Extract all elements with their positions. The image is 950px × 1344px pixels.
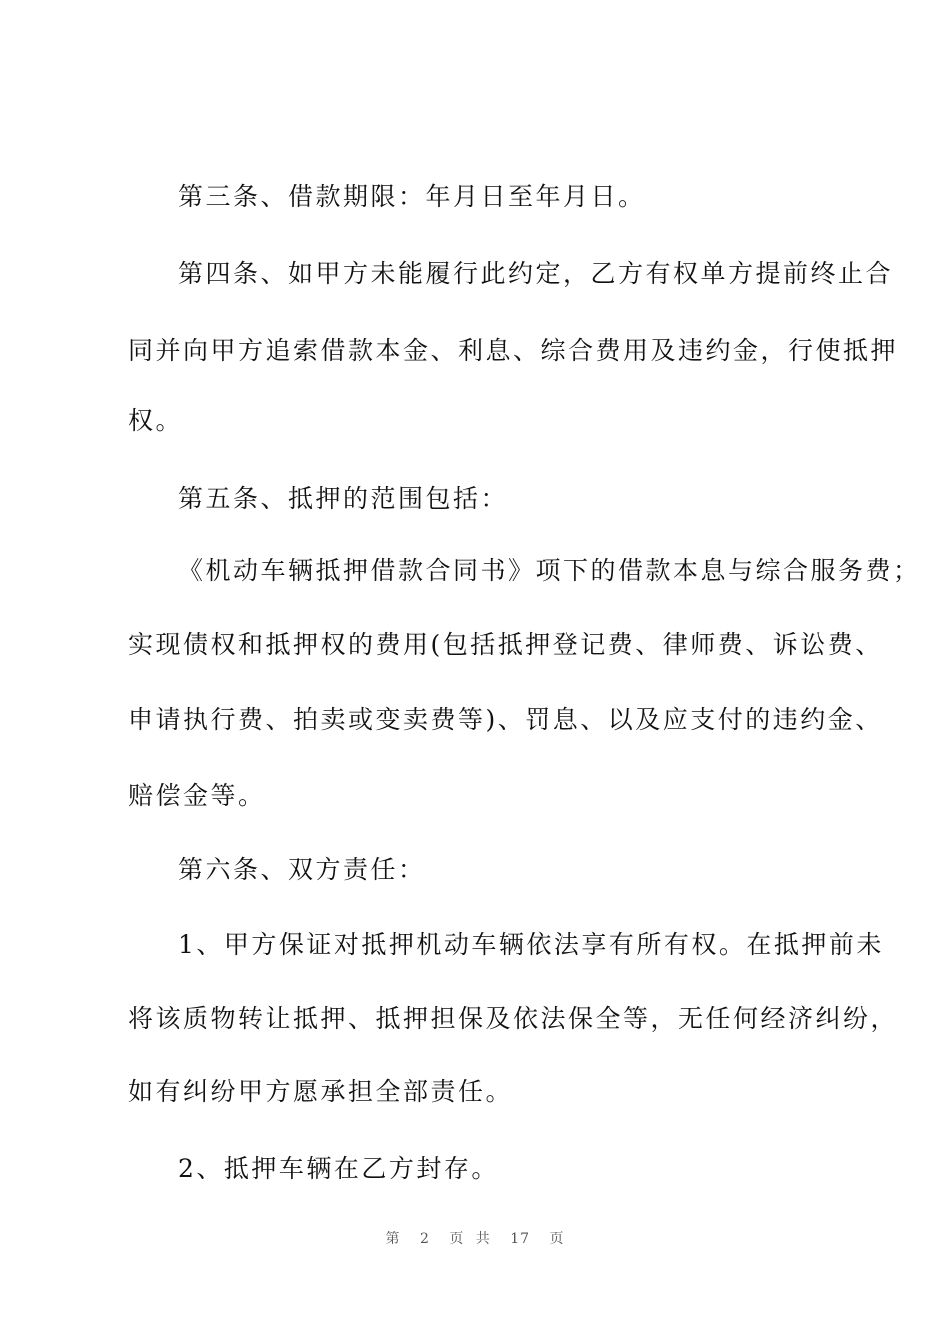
responsibility-1-line-2: 将该质物转让抵押、抵押担保及依法保全等，无任何经济纠纷， (128, 1004, 899, 1033)
page-footer (0, 1228, 950, 1248)
total-page-count: 17 (510, 1231, 531, 1247)
footer-prefix: 第 (385, 1231, 401, 1247)
article-5-content-line-1: 《机动车辆抵押借款合同书》项下的借款本息与综合服务费； (178, 556, 921, 585)
responsibility-1-line-1: 1、甲方保证对抵押机动车辆依法享有所有权。在抵押前未 (178, 930, 884, 959)
article-5-content-line-3: 申请执行费、拍卖或变卖费等)、罚息、以及应支付的违约金、 (128, 705, 883, 734)
article-4-line-3: 权。 (128, 406, 184, 435)
article-5-content-line-4: 赔偿金等。 (128, 781, 266, 810)
article-4-line-2: 同并向甲方追索借款本金、利息、综合费用及违约金，行使抵押 (128, 336, 899, 365)
article-3-line: 第三条、借款期限：年月日至年月日。 (178, 182, 646, 211)
current-page-number: 2 (419, 1231, 430, 1247)
responsibility-2-line: 2、抵押车辆在乙方封存。 (178, 1154, 499, 1183)
article-5-content-line-2: 实现债权和抵押权的费用(包括抵押登记费、律师费、诉讼费、 (128, 630, 883, 659)
article-4-line-1: 第四条、如甲方未能履行此约定，乙方有权单方提前终止合 (178, 259, 894, 288)
responsibility-1-line-3: 如有纠纷甲方愿承担全部责任。 (128, 1077, 514, 1106)
article-5-line: 第五条、抵押的范围包括： (178, 484, 509, 513)
article-6-line: 第六条、双方责任： (178, 855, 426, 884)
footer-middle: 页 共 (449, 1231, 491, 1247)
footer-suffix: 页 (549, 1231, 565, 1247)
